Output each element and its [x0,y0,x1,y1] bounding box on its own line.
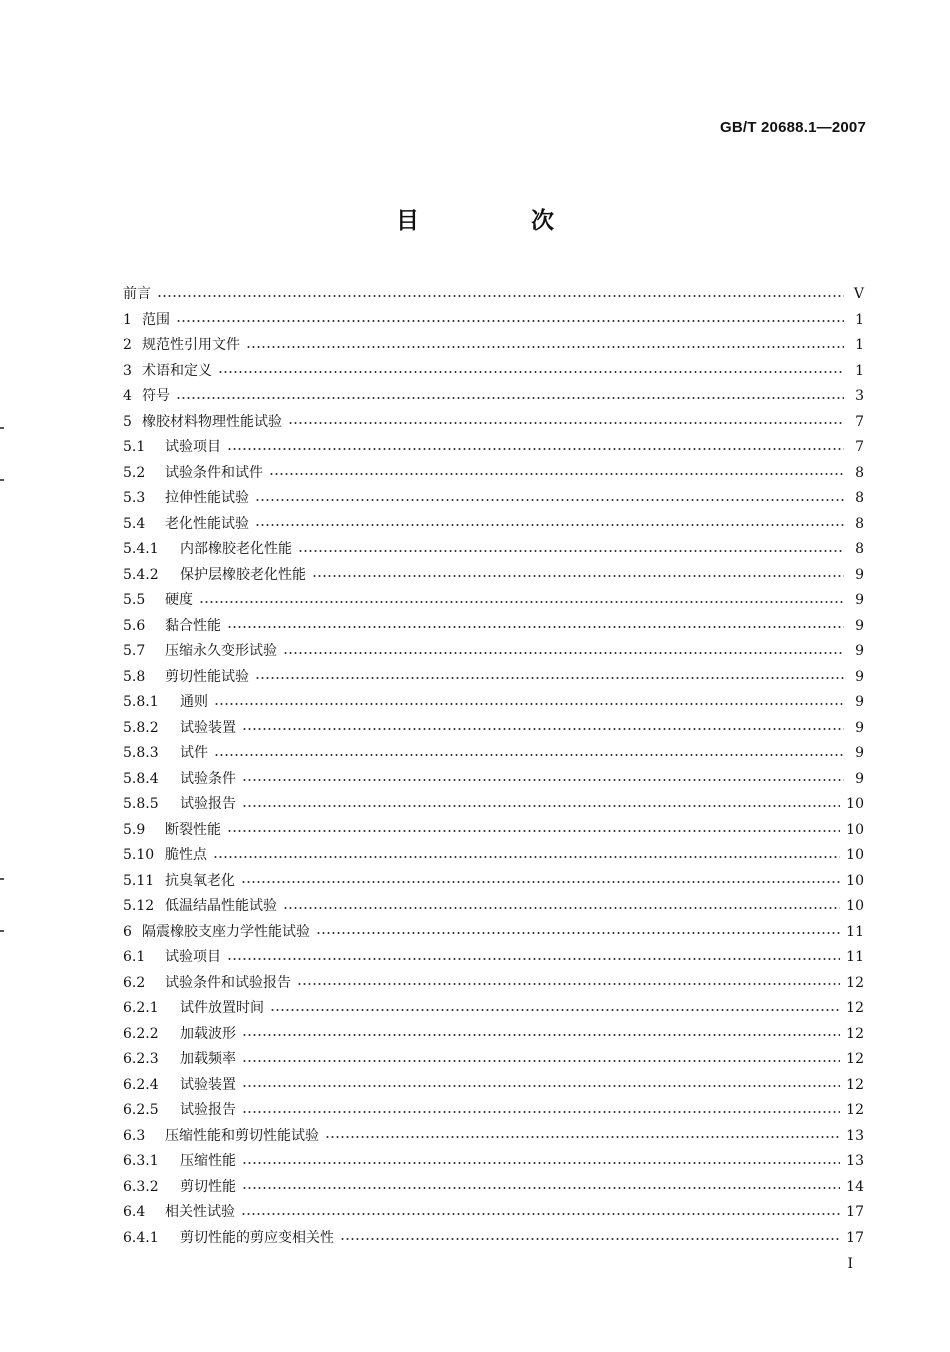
toc-dot-leader [227,620,844,634]
toc-entry-page: 12 [846,1102,864,1118]
toc-entry[interactable] [123,538,864,564]
toc-entry[interactable] [123,1099,864,1125]
toc-entry-page: 9 [855,566,864,583]
toc-entry-number: 5.4 [123,515,146,532]
toc-entry-number: 5 [123,413,132,430]
toc-entry-label: 试验项目 [165,949,221,965]
toc-entry-label: 试件 [180,745,208,761]
page-title: 目 次 [395,208,606,234]
toc-entry-number: 5.8 [123,668,146,685]
toc-entry-number: 6 [123,923,132,940]
toc-dot-leader [241,875,840,889]
toc-dot-leader [298,544,844,558]
toc-entry-page: 9 [855,745,864,761]
toc-entry-number: 5.8.4 [123,770,159,787]
toc-entry-page: 10 [846,821,864,838]
toc-dot-leader [340,1232,840,1246]
toc-entry[interactable] [123,691,864,717]
toc-entry-page: 10 [846,872,864,889]
toc-dot-leader [242,1105,840,1119]
toc-entry-label: 规范性引用文件 [142,337,240,353]
toc-entry-number: 6.2.5 [123,1102,159,1118]
toc-entry-number: 6.3 [123,1127,146,1144]
toc-entry[interactable] [123,1150,864,1176]
toc-dot-leader [325,1130,840,1144]
toc-entry-label: 试件放置时间 [180,1000,264,1016]
toc-dot-leader [255,493,844,507]
toc-entry-page: 7 [855,439,864,455]
toc-entry-page: 10 [846,847,864,863]
toc-entry-label: 术语和定义 [142,362,212,379]
toc-entry-number: 5.10 [123,847,155,863]
toc-entry-number: 4 [123,388,132,404]
toc-entry[interactable] [123,1023,864,1049]
toc-entry[interactable] [123,997,864,1023]
toc-entry-page: 8 [855,515,864,532]
toc-dot-leader [242,799,840,813]
toc-entry[interactable] [123,615,864,641]
toc-entry[interactable] [123,921,864,947]
toc-dot-leader [242,1054,840,1068]
toc-entry[interactable] [123,513,864,539]
toc-entry-number: 5.1 [123,439,146,455]
toc-dot-leader [227,952,840,966]
toc-entry[interactable] [123,589,864,615]
toc-entry-page: 3 [855,388,864,404]
toc-entry-number: 6.2.3 [123,1051,159,1067]
toc-dot-leader [213,850,840,864]
toc-entry-label: 保护层橡胶老化性能 [180,566,306,583]
toc-entry-page: 13 [846,1153,864,1169]
toc-entry[interactable] [123,1227,864,1253]
toc-entry-number: 1 [123,311,132,328]
toc-entry-number: 6.2.2 [123,1025,159,1042]
toc-entry-number: 5.7 [123,643,146,659]
toc-entry-label: 黏合性能 [165,617,221,634]
toc-dot-leader [227,824,840,838]
toc-entry-page: 9 [855,617,864,634]
toc-entry-label: 试验项目 [165,439,221,455]
toc-entry[interactable] [123,309,864,335]
toc-entry[interactable] [123,742,864,768]
toc-entry-page: 9 [855,719,864,736]
standard-code: GB/T 20688.1—2007 [720,119,866,136]
toc-dot-leader [157,289,844,303]
toc-entry[interactable] [123,972,864,998]
toc-entry-page: 8 [855,490,864,506]
toc-entry[interactable] [123,385,864,411]
toc-dot-leader [242,773,844,787]
toc-entry-number: 6.3.1 [123,1153,159,1169]
toc-dot-leader [199,595,844,609]
toc-entry-number: 5.3 [123,490,146,506]
toc-entry-page: 11 [846,923,864,940]
toc-entry-label: 试验条件 [180,770,236,787]
toc-entry-number: 3 [123,362,132,379]
toc-dot-leader [241,1207,840,1221]
toc-entry-page: 11 [846,949,864,965]
toc-entry-number: 5.8.2 [123,719,159,736]
toc-entry-page: 8 [855,464,864,481]
toc-dot-leader [269,467,844,481]
toc-entry[interactable] [123,487,864,513]
toc-entry[interactable] [123,946,864,972]
toc-entry-number: 5.6 [123,617,146,634]
toc-entry[interactable] [123,768,864,794]
toc-entry-label: 试验条件和试件 [165,464,263,481]
toc-entry-label: 压缩性能 [180,1153,236,1169]
toc-entry[interactable] [123,640,864,666]
toc-entry-label: 内部橡胶老化性能 [180,541,292,557]
toc-entry-label: 前言 [123,286,151,302]
toc-dot-leader [242,1028,840,1042]
toc-dot-leader [242,1181,840,1195]
toc-entry-page: 17 [846,1204,864,1220]
toc-entry[interactable] [123,844,864,870]
toc-entry-label: 压缩永久变形试验 [165,643,277,659]
toc-entry-number: 6.1 [123,949,146,965]
toc-dot-leader [242,1156,840,1170]
toc-entry[interactable] [123,1074,864,1100]
toc-entry[interactable] [123,334,864,360]
toc-entry-label: 抗臭氧老化 [165,872,235,889]
toc-entry-label: 橡胶材料物理性能试验 [142,413,282,430]
toc-entry-label: 拉伸性能试验 [165,490,249,506]
toc-entry-label: 试验报告 [180,796,236,812]
toc-entry-page: 12 [846,974,864,991]
toc-entry[interactable] [123,895,864,921]
toc-entry[interactable] [123,666,864,692]
toc-entry[interactable] [123,1201,864,1227]
toc-entry-label: 断裂性能 [165,821,221,838]
toc-dot-leader [255,671,844,685]
toc-entry-label: 剪切性能 [180,1178,236,1195]
toc-entry-page: 12 [846,1025,864,1042]
margin-mark [0,427,4,429]
toc-entry-number: 5.5 [123,592,146,608]
toc-entry[interactable] [123,1125,864,1151]
toc-entry-number: 6.2 [123,974,146,991]
toc-dot-leader [288,416,844,430]
table-of-contents [123,283,864,1252]
toc-dot-leader [214,748,844,762]
toc-entry-page: 14 [846,1178,864,1195]
toc-entry-page: 10 [846,796,864,812]
toc-entry-label: 加载波形 [180,1025,236,1042]
toc-entry-number: 5.11 [123,872,155,889]
toc-entry[interactable] [123,1048,864,1074]
toc-entry-label: 剪切性能的剪应变相关性 [180,1229,334,1246]
toc-entry[interactable] [123,793,864,819]
toc-entry-label: 相关性试验 [165,1204,235,1220]
toc-dot-leader [283,901,840,915]
toc-entry-label: 通则 [180,694,208,710]
toc-entry-label: 老化性能试验 [165,515,249,532]
toc-entry-page: 13 [846,1127,864,1144]
toc-entry-number: 6.2.1 [123,1000,159,1016]
toc-entry-page: 1 [855,362,864,379]
toc-entry-page: 17 [846,1229,864,1246]
toc-entry-label: 符号 [142,388,170,404]
toc-entry[interactable] [123,360,864,386]
toc-entry-number: 5.8.1 [123,694,159,710]
toc-entry-label: 隔震橡胶支座力学性能试验 [142,923,310,940]
toc-entry-label: 剪切性能试验 [165,668,249,685]
toc-entry-label: 范围 [142,311,170,328]
toc-entry-label: 试验条件和试验报告 [165,974,291,991]
toc-entry-page: 12 [846,1000,864,1016]
toc-entry-label: 脆性点 [165,847,207,863]
toc-entry-number: 5.12 [123,898,155,914]
toc-dot-leader [242,722,844,736]
toc-entry[interactable] [123,564,864,590]
toc-entry-page: 9 [855,694,864,710]
toc-entry-number: 5.9 [123,821,146,838]
toc-entry-page: V [853,286,864,302]
toc-entry-number: 6.4 [123,1204,146,1220]
toc-entry-number: 2 [123,337,132,353]
toc-dot-leader [297,977,840,991]
toc-entry[interactable] [123,411,864,437]
toc-entry-page: 12 [846,1051,864,1067]
toc-entry-page: 10 [846,898,864,914]
toc-dot-leader [218,365,844,379]
toc-entry-label: 低温结晶性能试验 [165,898,277,914]
margin-mark [0,479,4,481]
toc-entry-page: 8 [855,541,864,557]
toc-dot-leader [227,442,844,456]
toc-dot-leader [316,926,840,940]
toc-entry-label: 试验报告 [180,1102,236,1118]
margin-mark [0,878,4,880]
toc-entry-number: 5.8.5 [123,796,159,812]
toc-entry-label: 压缩性能和剪切性能试验 [165,1127,319,1144]
toc-entry[interactable] [123,819,864,845]
toc-dot-leader [176,391,844,405]
toc-entry-number: 6.2.4 [123,1076,159,1093]
toc-entry[interactable] [123,283,864,309]
toc-entry-page: 1 [855,337,864,353]
page-folio: I [847,1256,853,1272]
toc-dot-leader [242,1079,840,1093]
toc-entry-page: 9 [855,668,864,685]
toc-entry-page: 12 [846,1076,864,1093]
toc-dot-leader [246,340,844,354]
toc-entry[interactable] [123,462,864,488]
toc-entry-page: 9 [855,643,864,659]
margin-mark [0,930,4,932]
toc-entry-number: 5.4.2 [123,566,159,583]
toc-dot-leader [255,518,844,532]
toc-entry-page: 7 [855,413,864,430]
toc-entry-page: 9 [855,592,864,608]
toc-entry-page: 1 [855,311,864,328]
toc-dot-leader [312,569,844,583]
toc-entry-label: 硬度 [165,592,193,608]
toc-dot-leader [214,697,844,711]
toc-entry-label: 加载频率 [180,1051,236,1067]
toc-entry[interactable] [123,1176,864,1202]
toc-entry-label: 试验装置 [180,719,236,736]
toc-entry-number: 6.4.1 [123,1229,159,1246]
toc-entry[interactable] [123,870,864,896]
toc-entry[interactable] [123,436,864,462]
toc-entry-number: 5.2 [123,464,146,481]
toc-entry[interactable] [123,717,864,743]
toc-entry-page: 9 [855,770,864,787]
toc-entry-number: 5.4.1 [123,541,159,557]
toc-dot-leader [176,314,844,328]
toc-entry-number: 6.3.2 [123,1178,159,1195]
toc-entry-number: 5.8.3 [123,745,159,761]
toc-dot-leader [283,646,844,660]
toc-entry-label: 试验装置 [180,1076,236,1093]
toc-dot-leader [270,1003,840,1017]
